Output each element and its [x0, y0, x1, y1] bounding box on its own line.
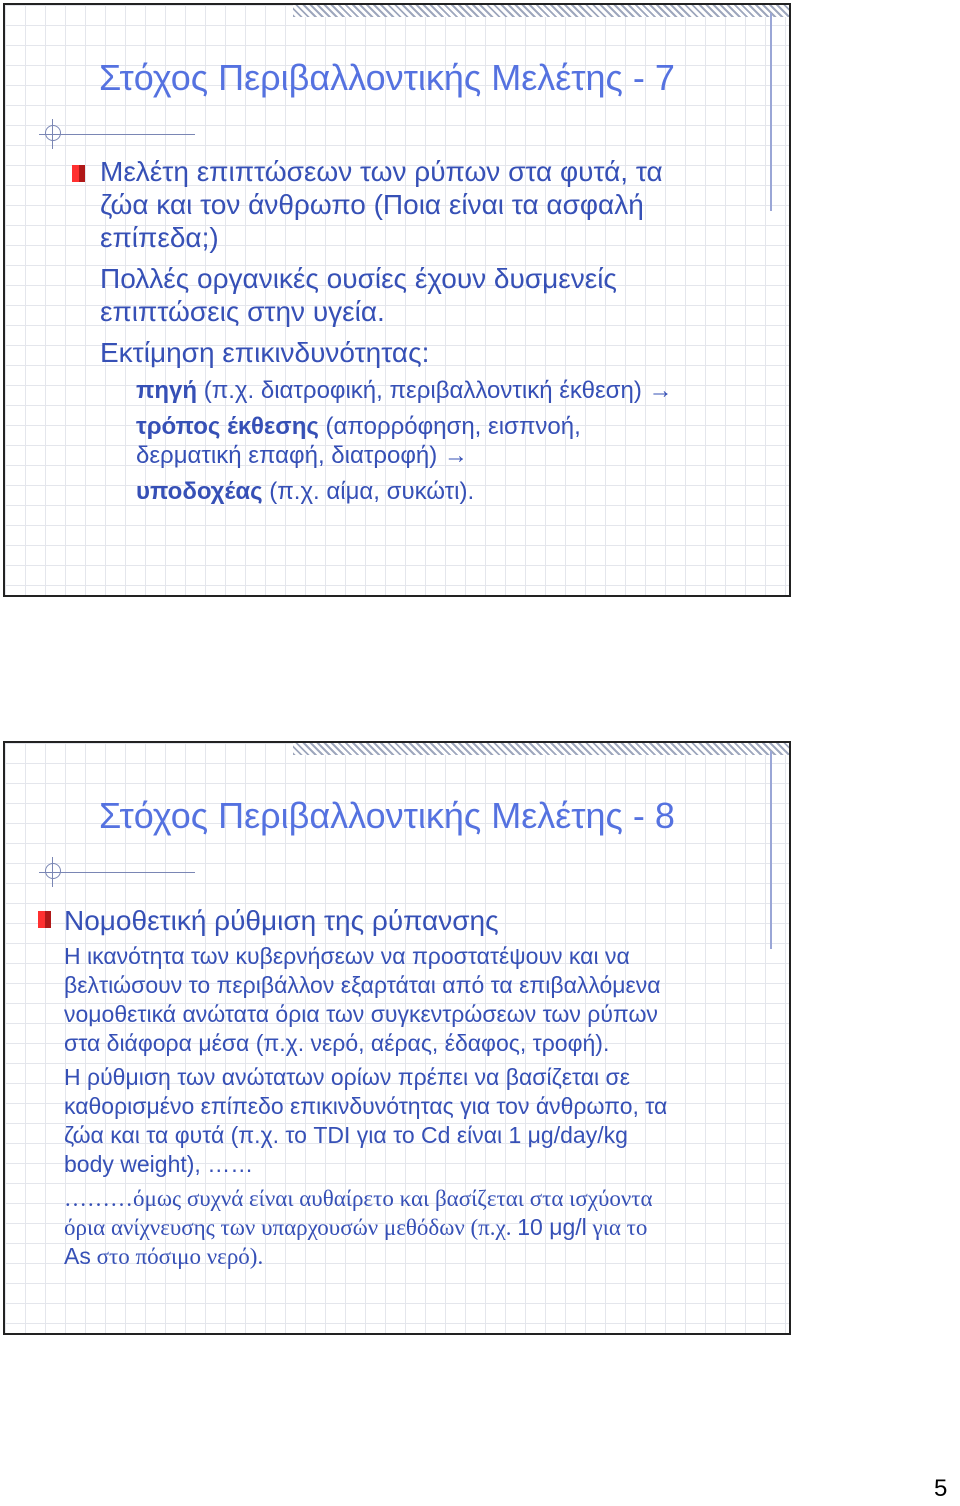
slide-2: [3, 741, 791, 1335]
slide-heading: Νομοθετική ρύθμιση της ρύπανσης: [64, 905, 499, 936]
slide-title: Στόχος Περιβαλλοντικής Μελέτης - 8: [99, 795, 675, 836]
text-line: επίπεδα;): [100, 222, 219, 253]
bold-term: πηγή: [136, 377, 198, 404]
text-line: νομοθετικά ανώτατα όρια των συγκεντρώσεων των ρύπων: [64, 1001, 658, 1027]
text-line: βελτιώσουν το περιβάλλον εξαρτάται από τα επιβαλλόμενα: [64, 972, 661, 998]
risk-assessment-list: [136, 376, 673, 506]
bold-term: υποδοχέας: [136, 478, 263, 505]
text-line: Η ρύθμιση των ανώτατων ορίων πρέπει να βασίζεται σε: [64, 1064, 630, 1090]
circle-ornament-icon: [45, 125, 61, 141]
text-line: Εκτίμηση επικινδυνότητας:: [100, 337, 430, 368]
text-line: ………όμως συχνά είναι αυθαίρετο και βασίζεται στα ισχύοντα: [64, 1186, 653, 1211]
paragraph-2: [64, 1063, 667, 1179]
slide-title: Στόχος Περιβαλλοντικής Μελέτης - 7: [99, 57, 675, 98]
bold-term: τρόπος έκθεσης: [136, 413, 319, 440]
text-line: καθορισμένο επίπεδο επικινδυνότητας για τον άνθρωπο, τα: [64, 1093, 668, 1119]
bullet-icon: [72, 165, 85, 182]
list-item: τρόπος έκθεσης (απορρόφηση, εισπνοή,: [136, 413, 581, 440]
text-line: όρια ανίχνευσης των υπαρχουσών μεθόδων (π.χ. 10 μg/l για το: [64, 1214, 648, 1240]
paragraph-3: [64, 1184, 653, 1271]
text-line: Πολλές οργανικές ουσίες έχουν δυσμενείς: [100, 263, 617, 294]
decorative-line: [52, 857, 53, 887]
circle-ornament-icon: [45, 863, 61, 879]
decorative-line: [39, 872, 195, 873]
text-line: Μελέτη επιπτώσεων των ρύπων στα φυτά, τα: [100, 156, 663, 187]
decorative-line: [52, 119, 53, 149]
bullet-icon: [38, 911, 51, 928]
decorative-band: [293, 743, 789, 755]
decorative-line: [39, 134, 195, 135]
text-line: ζώα και τον άνθρωπο (Ποια είναι τα ασφαλή: [100, 189, 644, 220]
text-line: στα διάφορα μέσα (π.χ. νερό, αέρας, έδαφος, τροφή).: [64, 1030, 610, 1056]
paragraph-1: [64, 942, 661, 1058]
decorative-band: [293, 5, 789, 17]
slide-body: [100, 155, 663, 369]
page-number: 5: [934, 1475, 948, 1502]
list-item: υποδοχέας (π.χ. αίμα, συκώτι).: [136, 478, 475, 505]
text-line: ζώα και τα φυτά (π.χ. το TDI για το Cd είναι 1 μg/day/kg: [64, 1122, 628, 1148]
slide-1: [3, 3, 791, 597]
text-line: Η ικανότητα των κυβερνήσεων να προστατέψουν και να: [64, 943, 630, 969]
text-line: επιπτώσεις στην υγεία.: [100, 296, 385, 327]
decorative-line: [770, 751, 772, 949]
list-item: πηγή (π.χ. διατροφική, περιβαλλοντική έκθεση) →: [136, 377, 673, 404]
decorative-line: [770, 13, 772, 211]
list-item: δερματική επαφή, διατροφή) →: [136, 442, 468, 469]
text-line: As στο πόσιμο νερό).: [64, 1243, 264, 1269]
text-line: body weight), ……: [64, 1151, 254, 1177]
